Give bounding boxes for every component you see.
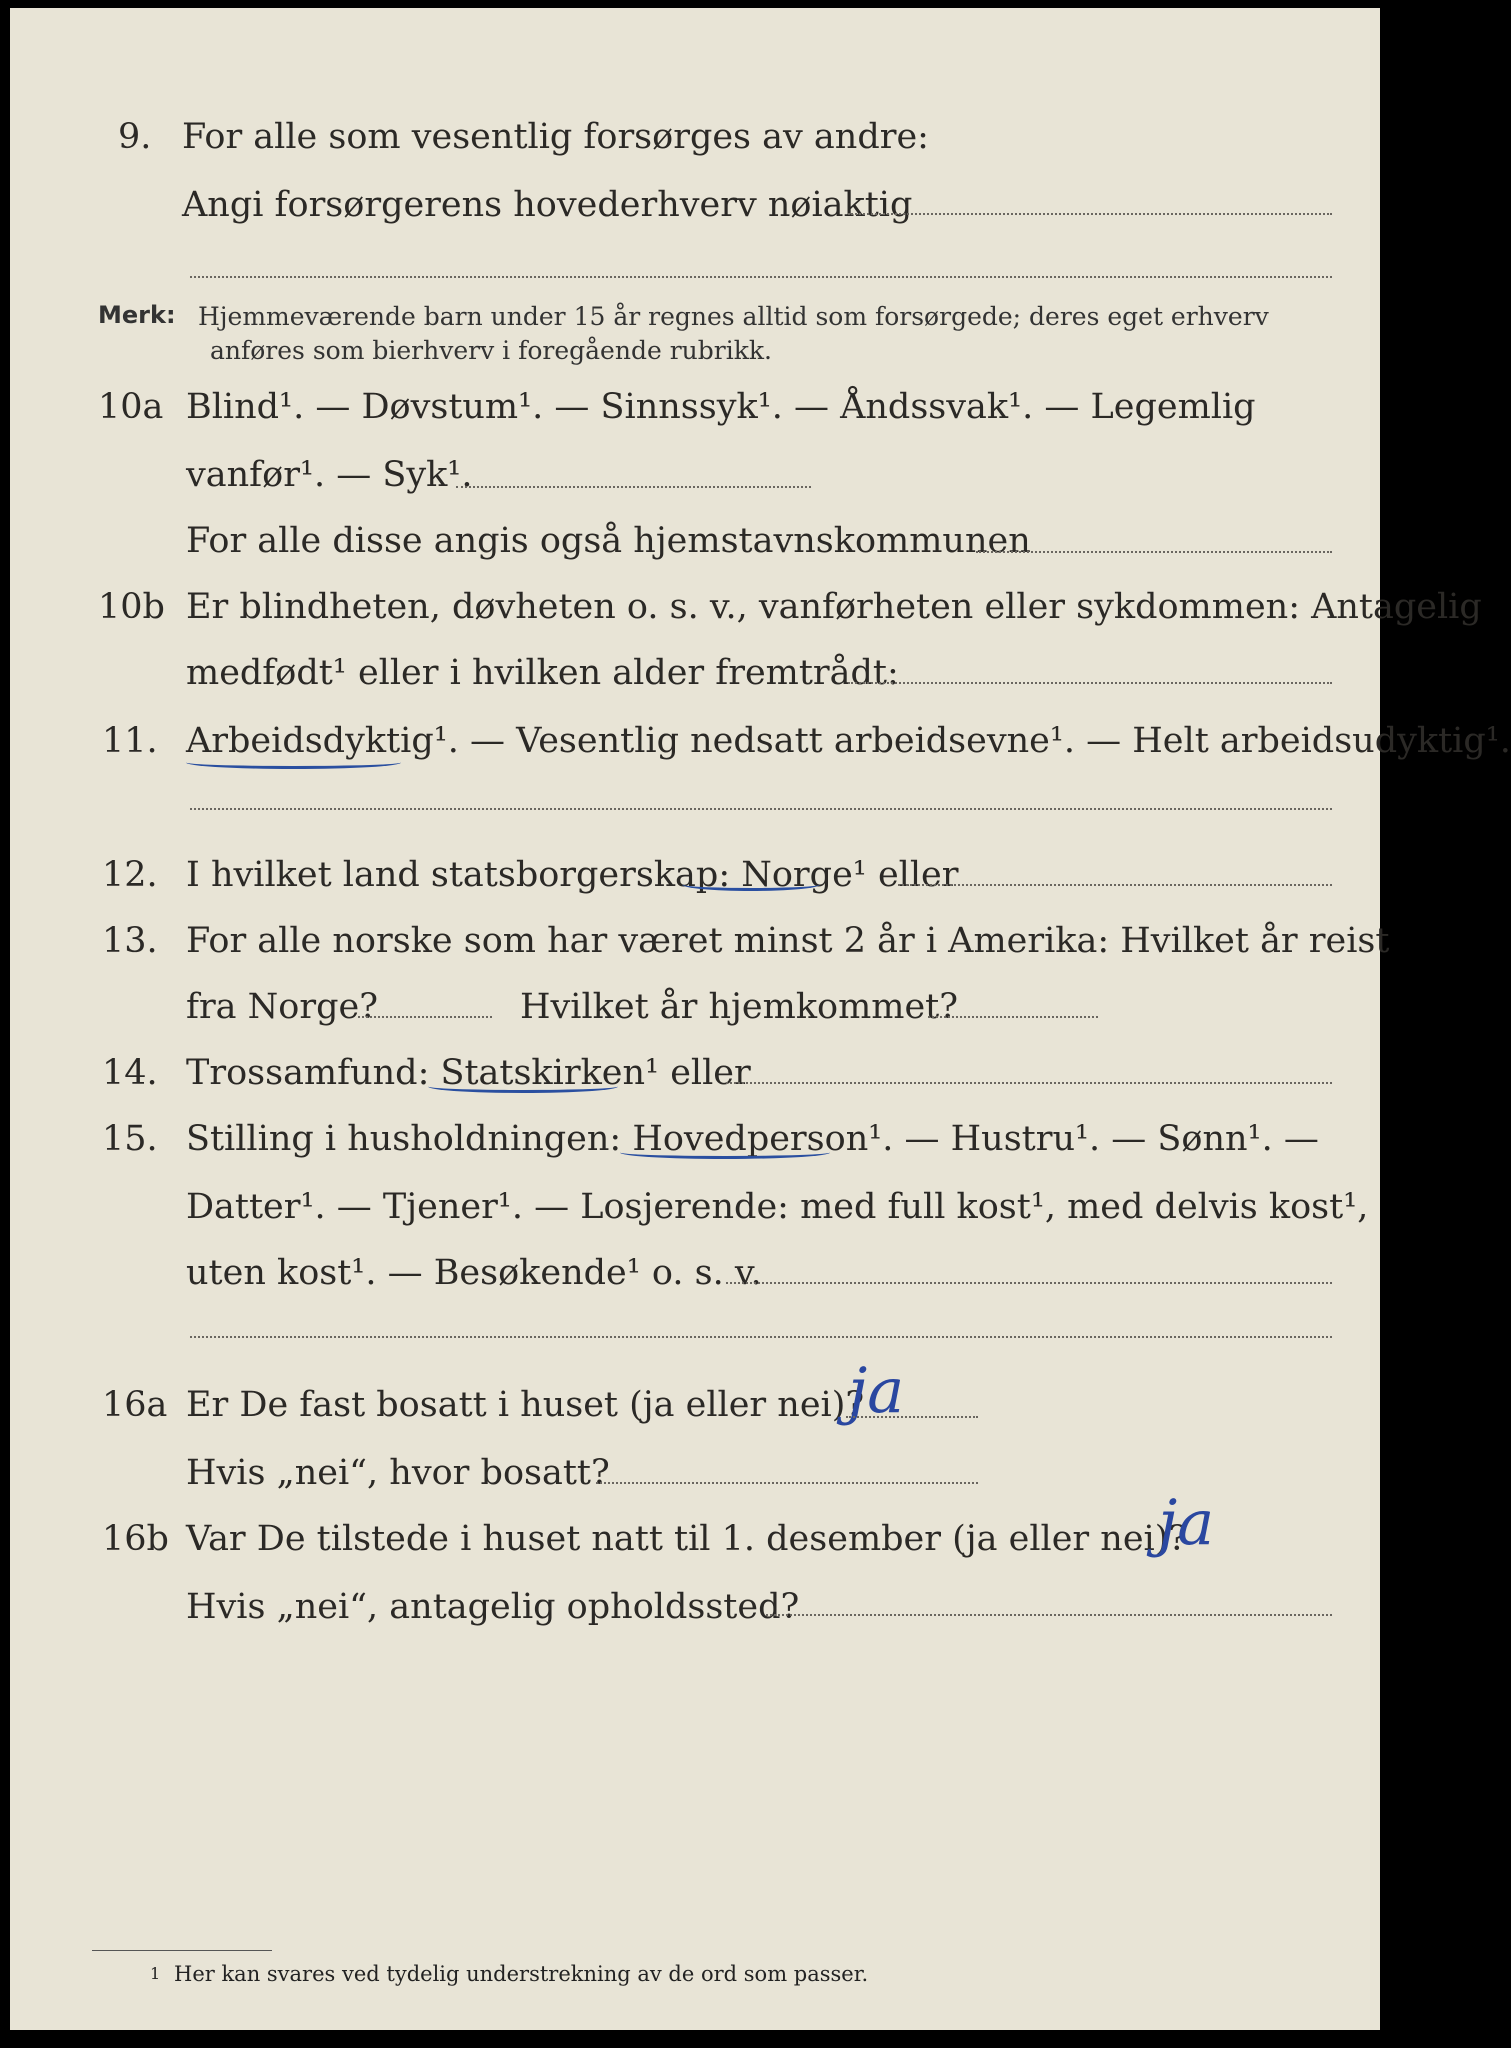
q10b-line2: medfødt¹ eller i hvilken alder fremtrådt: xyxy=(186,653,899,693)
q10b-line1: Er blindheten, døvheten o. s. v., vanførheten eller sykdommen: Antagelig xyxy=(186,587,1482,627)
q14-text-after: eller xyxy=(659,1053,751,1093)
q14-text-before: Trossamfund: xyxy=(186,1053,441,1093)
q16a-line1: Er De fast bosatt i huset (ja eller nei)? xyxy=(186,1385,865,1425)
q15-answer-field[interactable] xyxy=(726,1282,1332,1284)
q13-reist-field[interactable] xyxy=(358,1016,492,1018)
q16b-line2: Hvis „nei“, antagelig opholdssted? xyxy=(186,1587,800,1627)
q11-number: 11. xyxy=(102,721,158,761)
q14-answer-field[interactable] xyxy=(726,1082,1332,1084)
q14-underline-mark xyxy=(428,1080,618,1093)
q15-line2: Datter¹. — Tjener¹. — Losjerende: med full kost¹, med delvis kost¹, xyxy=(186,1187,1369,1227)
q9-answer-field-2[interactable] xyxy=(190,276,1332,278)
q16a-answer-field[interactable] xyxy=(846,1416,978,1418)
q15-line3: uten kost¹. — Besøkende¹ o. s. v. xyxy=(186,1253,762,1293)
q16a-handwritten-answer: ja xyxy=(848,1354,905,1427)
q15-number: 15. xyxy=(102,1119,158,1159)
q15-underline-mark xyxy=(620,1146,830,1159)
q16a-line2: Hvis „nei“, hvor bosatt? xyxy=(186,1453,610,1493)
q11-answer-field[interactable] xyxy=(190,808,1332,810)
q11-underline-mark xyxy=(186,756,401,769)
q10a-syk-field[interactable] xyxy=(456,486,811,488)
q12-number: 12. xyxy=(102,855,158,895)
q15-answer-field-2[interactable] xyxy=(190,1336,1332,1338)
q12-answer-field[interactable] xyxy=(898,884,1332,886)
q10b-answer-field[interactable] xyxy=(848,682,1332,684)
q15-line1-before: Stilling i husholdningen: xyxy=(186,1119,633,1159)
q11-rest: — Vesentlig nedsatt arbeidsevne¹. — Helt arbeidsudyktig¹. xyxy=(458,721,1511,761)
q9-line1: For alle som vesentlig forsørges av andre: xyxy=(182,117,929,157)
q16b-opholdssted-field[interactable] xyxy=(766,1614,1332,1616)
q11-text xyxy=(186,721,1511,761)
q14-option-statskirken[interactable]: Statskirken¹ xyxy=(440,1053,660,1093)
q16b-number: 16b xyxy=(102,1519,169,1559)
q16b-handwritten-answer: ja xyxy=(1158,1486,1215,1559)
merk-line1: Hjemmeværende barn under 15 år regnes alltid som forsørgede; deres eget erhverv xyxy=(198,302,1269,331)
q10a-line3: For alle disse angis også hjemstavnskommunen xyxy=(186,521,1031,561)
q16b-line1: Var De tilstede i huset natt til 1. desember (ja eller nei)? xyxy=(186,1519,1188,1559)
q12-option-norge[interactable]: Norge¹ xyxy=(741,855,867,895)
merk-line2: anføres som bierhverv i foregående rubrikk. xyxy=(210,336,772,365)
q10a-kommune-field[interactable] xyxy=(976,551,1332,553)
q13-hjemkommet-field[interactable] xyxy=(928,1016,1098,1018)
q12-text-after: eller xyxy=(866,855,959,895)
q10a-number: 10a xyxy=(98,387,164,427)
census-form-page xyxy=(10,8,1511,2030)
q13-number: 13. xyxy=(102,921,158,961)
footnote-rule xyxy=(92,1950,272,1951)
q15-line1-after: — Hustru¹. — Sønn¹. — xyxy=(893,1119,1319,1159)
q9-line2: Angi forsørgerens hovederhverv nøiaktig xyxy=(182,185,913,225)
q12-text-before: I hvilket land statsborgerskap: xyxy=(186,855,742,895)
q14-number: 14. xyxy=(102,1053,158,1093)
merk-label: Merk: xyxy=(98,301,176,329)
q13-line2a: fra Norge? xyxy=(186,987,378,1027)
q16a-number: 16a xyxy=(102,1385,168,1425)
q13-line1: For alle norske som har været minst 2 år i Amerika: Hvilket år reist xyxy=(186,921,1390,961)
footnote-text: Her kan svares ved tydelig understrekning av de ord som passer. xyxy=(174,1962,869,1986)
q15-option-hovedperson[interactable]: Hovedperson¹. xyxy=(632,1119,894,1159)
q9-number: 9. xyxy=(118,117,152,157)
q9-answer-field[interactable] xyxy=(848,213,1332,215)
q10a-line1: Blind¹. — Døvstum¹. — Sinnssyk¹. — Åndssvak¹. — Legemlig xyxy=(186,387,1256,427)
q12-underline-mark xyxy=(682,878,820,891)
q12-text xyxy=(186,855,959,895)
q10b-number: 10b xyxy=(98,587,165,627)
q13-line2b: Hvilket år hjemkommet? xyxy=(520,987,959,1027)
q11-option-arbeidsdyktig[interactable]: Arbeidsdyktig¹. xyxy=(186,721,459,761)
q16a-bosatt-field[interactable] xyxy=(596,1482,978,1484)
footnote-marker: 1 xyxy=(150,1964,161,1983)
q10a-line2: vanfør¹. — Syk¹. xyxy=(186,455,473,495)
